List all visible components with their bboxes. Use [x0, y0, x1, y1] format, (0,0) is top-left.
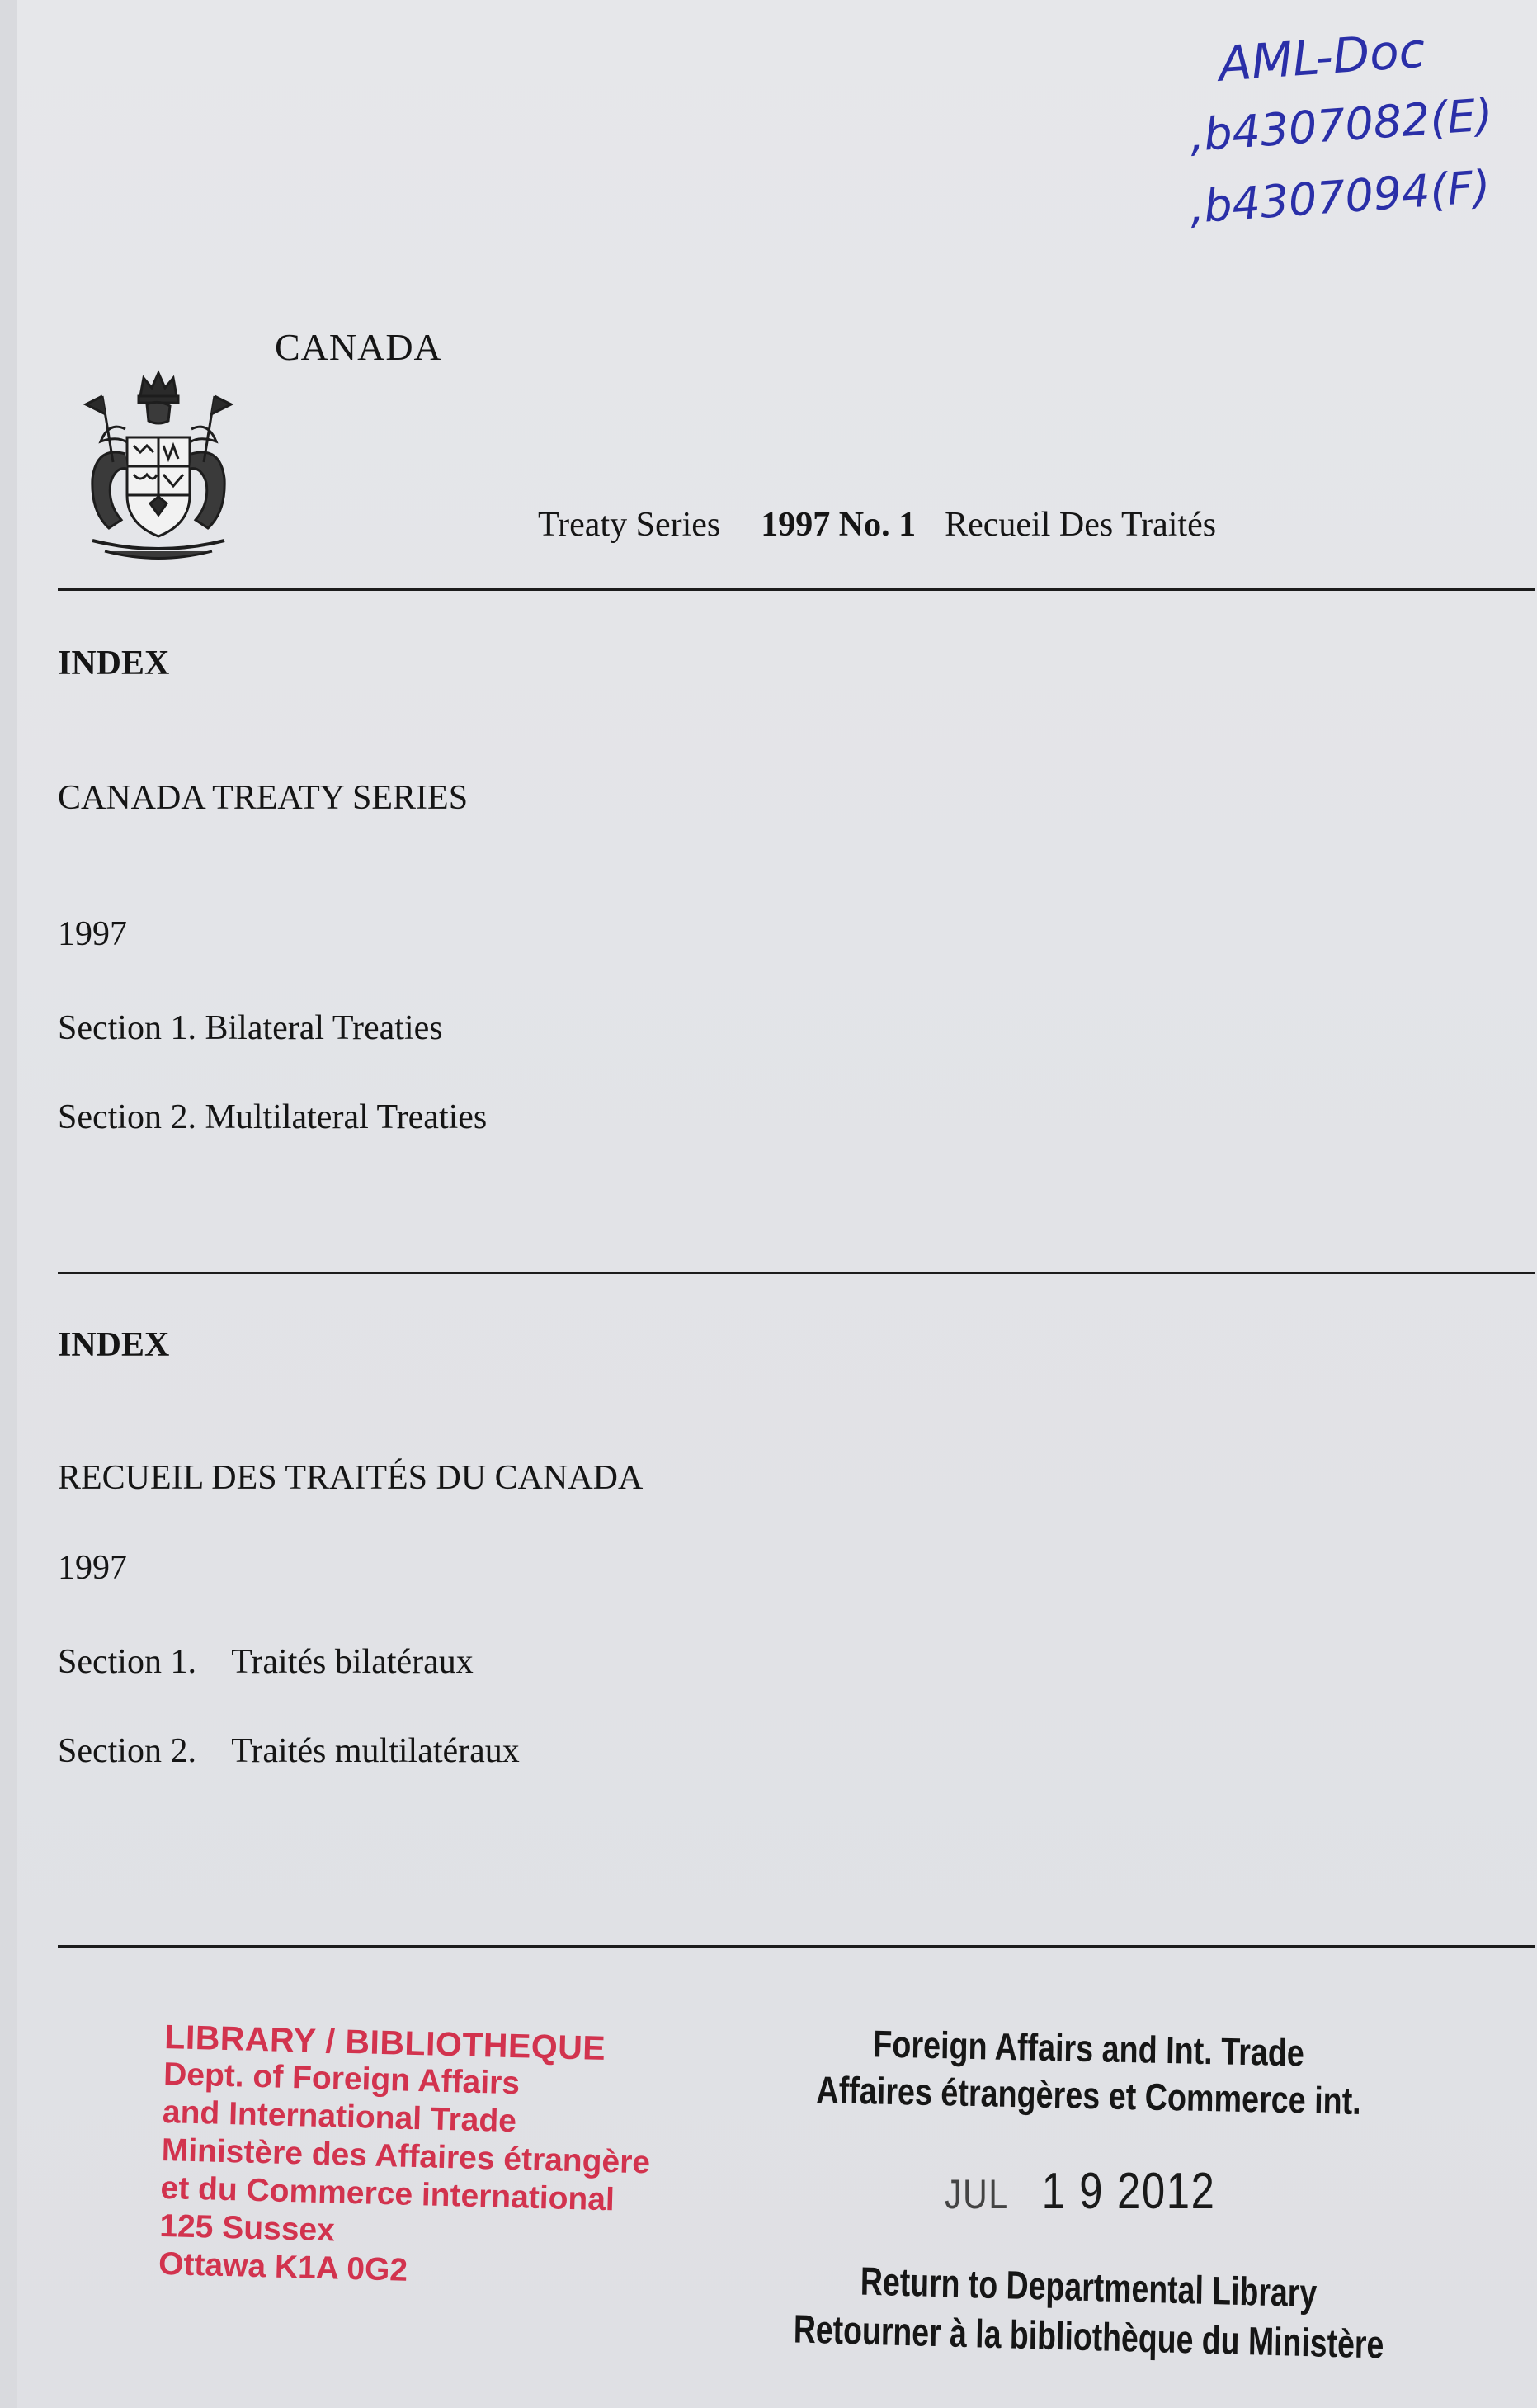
section-2-label-fr: Section 2.	[58, 1732, 196, 1770]
stamp-line-4: Ministère des Affaires étrangère	[161, 2132, 651, 2181]
series-label-en: Treaty Series	[538, 506, 721, 544]
index-heading-fr: INDEX	[58, 1326, 170, 1364]
divider-top	[58, 588, 1535, 591]
series-label-fr: Recueil Des Traités	[945, 506, 1217, 544]
index-title-fr: RECUEIL DES TRAITÉS DU CANADA	[58, 1459, 644, 1497]
divider-bottom	[58, 1945, 1535, 1948]
document-page	[17, 0, 1537, 2408]
stamp-line-7: Ottawa K1A 0G2	[158, 2245, 408, 2288]
index-year-en: 1997	[58, 915, 127, 953]
coat-of-arms-icon	[76, 363, 241, 565]
stamp-line-2: Dept. of Foreign Affairs	[163, 2056, 521, 2102]
stamp-line-5: et du Commerce international	[160, 2170, 615, 2218]
dept-stamp-line-1: Foreign Affairs and Int. Trade	[872, 2022, 1305, 2075]
stamp-line-3: and International Trade	[162, 2094, 517, 2140]
index-section-2-en: Section 2. Multilateral Treaties	[58, 1098, 488, 1136]
series-number: 1997 No. 1	[761, 506, 917, 544]
divider-middle	[58, 1272, 1535, 1274]
section-2-text-fr: Traités multilatéraux	[231, 1732, 520, 1770]
return-line-en: Return to Departmental Library	[860, 2259, 1318, 2316]
received-date	[945, 2162, 1216, 2221]
stamp-line-6: 125 Sussex	[158, 2207, 336, 2249]
section-1-text-fr: Traités bilatéraux	[231, 1643, 474, 1681]
received-day-year: 1 9 2012	[1041, 2163, 1216, 2220]
treaty-series-line	[538, 505, 1216, 545]
handwritten-catalogue-1: ,b4307082(E)	[1187, 88, 1495, 162]
dept-stamp-line-2: Affaires étrangères et Commerce int.	[816, 2067, 1362, 2123]
index-year-fr: 1997	[58, 1549, 127, 1587]
section-1-label-fr: Section 1.	[58, 1643, 196, 1681]
return-line-fr: Retourner à la bibliothèque du Ministère	[793, 2307, 1384, 2368]
library-stamp	[158, 2018, 654, 2296]
index-heading-en: INDEX	[58, 644, 170, 682]
country-name: CANADA	[275, 326, 442, 368]
index-section-2-fr	[58, 1731, 520, 1771]
stamp-line-1: LIBRARY / BIBLIOTHEQUE	[163, 2018, 606, 2067]
handwritten-note	[1217, 23, 1426, 92]
index-section-1-en: Section 1. Bilateral Treaties	[58, 1009, 443, 1047]
index-section-1-fr	[58, 1642, 474, 1682]
handwritten-line-1: AML-Doc	[1216, 21, 1427, 92]
received-month: JUL	[945, 2171, 1009, 2217]
index-title-en: CANADA TREATY SERIES	[58, 779, 469, 817]
handwritten-catalogue-2: ,b4307094(F)	[1187, 160, 1492, 234]
